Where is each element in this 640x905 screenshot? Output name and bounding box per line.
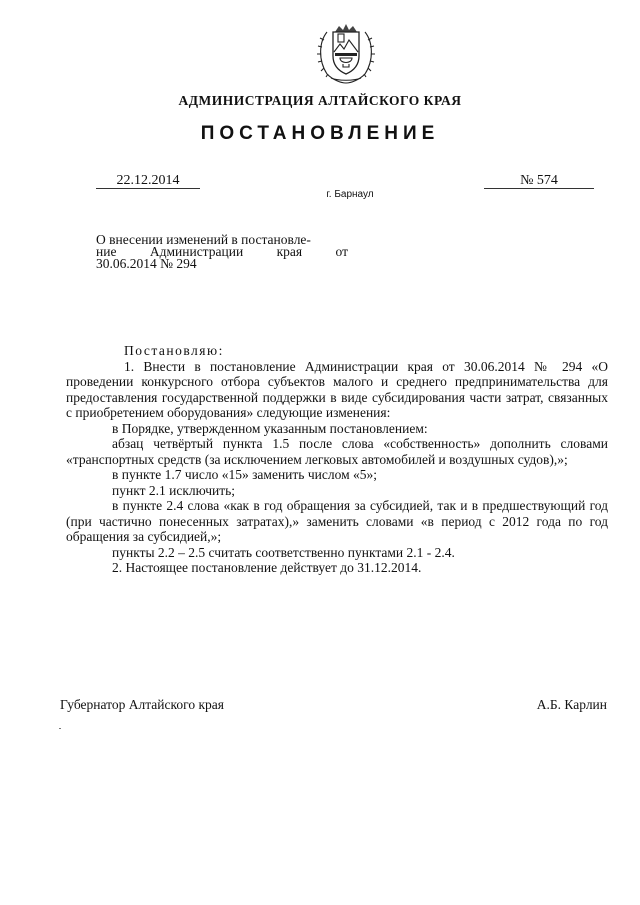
document-number: № 574	[520, 173, 558, 188]
scan-mark	[59, 728, 61, 729]
renumber-paragraph: пункты 2.2 – 2.5 считать соответственно пунктами 2.1 - 2.4.	[112, 544, 455, 560]
point-1-5-paragraph: абзац четвёртый пункта 1.5 после слова «собственность» дополнить словами «транспортных средств (за исключением легковых автомобилей и воздушных судов),»;	[66, 436, 608, 467]
subject-line-1: О внесении изменений в постановле-	[96, 232, 311, 247]
item-1-paragraph: 1. Внести в постановление Администрации края от 30.06.2014 № 294 «О проведении конкурсного отбора субъектов малого и среднего предпринимательства для предоставления государственной поддержки в виде субсидирования части затрат, связанных с приобретением оборудования» следующие изменения:	[66, 358, 608, 420]
point-1-7-paragraph: в пункте 1.7 число «15» заменить числом «5»;	[112, 467, 377, 482]
item-2-paragraph: 2. Настоящее постановление действует до 31.12.2014.	[112, 560, 422, 575]
document-subject	[96, 234, 348, 270]
organization-name: АДМИНИСТРАЦИЯ АЛТАЙСКОГО КРАЯ	[178, 93, 462, 108]
subject-line-3: 30.06.2014 № 294	[96, 256, 197, 271]
subject-line-2: ние Администрации края от	[96, 244, 348, 259]
order-paragraph: в Порядке, утвержденном указанным постановлением:	[112, 420, 428, 436]
altai-krai-coat-of-arms-icon	[313, 20, 379, 86]
document-body	[66, 343, 608, 576]
point-2-1-paragraph: пункт 2.1 исключить;	[112, 482, 236, 498]
document-type-title: ПОСТАНОВЛЕНИЕ	[200, 123, 440, 144]
document-city: г. Барнаул	[326, 189, 374, 200]
signer-name: А.Б. Карлин	[536, 697, 607, 712]
point-2-4-paragraph: в пункте 2.4 слова «как в год обращения за субсидией, так и в предшествующий год (при частично понесенных затратах),» заменить словами «в период с 2012 года по год обращения за субсидией,»;	[66, 498, 608, 544]
decree-word: Постановляю:	[124, 343, 224, 358]
signer-title: Губернатор Алтайского края	[60, 697, 224, 712]
document-date: 22.12.2014	[116, 173, 180, 188]
